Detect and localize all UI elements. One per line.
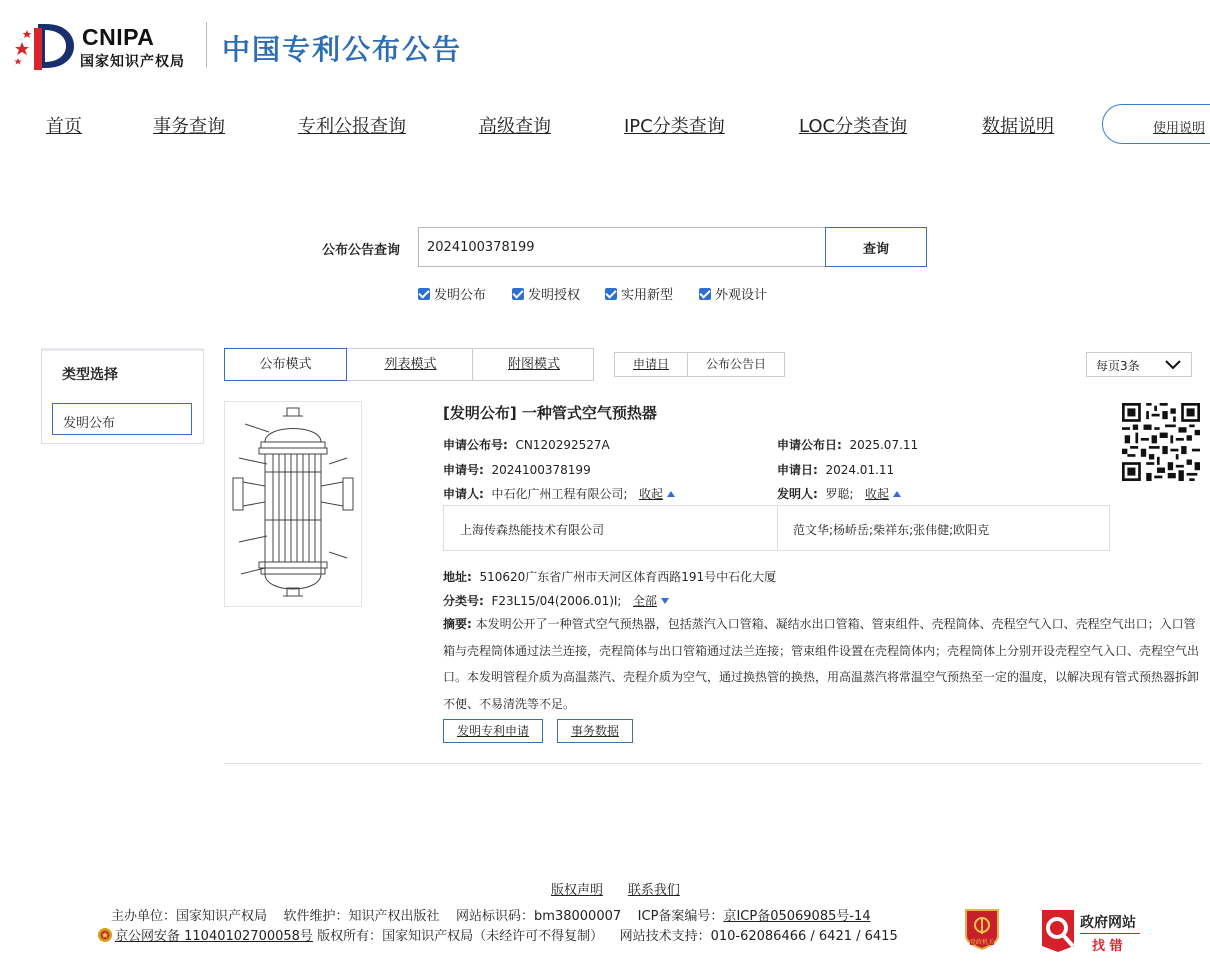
heat-exchanger-drawing-icon xyxy=(225,402,361,606)
nav-loc-query[interactable]: LOC分类查询 xyxy=(799,116,908,137)
type-selection-panel xyxy=(41,348,204,444)
expanded-names-box xyxy=(443,505,1110,551)
help-button[interactable] xyxy=(1102,104,1210,144)
party-emblem-icon xyxy=(962,908,1002,950)
address: 地址: 510620广东省广州市天河区体育西路191号中石化大厦 xyxy=(443,570,777,584)
applicant: 申请人: 中石化广州工程有限公司; 收起 xyxy=(443,485,675,502)
svg-text:党政机关: 党政机关 xyxy=(969,939,995,946)
invention-application-button[interactable]: 发明专利申请 xyxy=(443,719,543,743)
result-title[interactable]: [发明公布] 一种管式空气预热器 xyxy=(443,404,657,422)
magnifier-icon xyxy=(1040,906,1080,954)
gov-badge-line2: 找 错 xyxy=(1092,939,1123,954)
qr-code-icon xyxy=(1122,403,1200,481)
per-page-value: 每页3条 xyxy=(1096,359,1140,373)
nav-data-description[interactable]: 数据说明 xyxy=(982,116,1054,137)
checkbox-checked-icon[interactable] xyxy=(512,288,524,300)
chevron-down-icon xyxy=(1164,358,1182,372)
triangle-up-icon xyxy=(893,491,901,497)
nav-ipc-query[interactable]: IPC分类查询 xyxy=(624,116,725,137)
police-record-link[interactable]: 京公网安备 11040102700058号 xyxy=(115,929,313,944)
police-badge-icon xyxy=(97,927,113,943)
type-option-invention-publication[interactable]: 发明公布 xyxy=(52,403,192,435)
view-mode-tabs xyxy=(224,348,594,381)
nav-home[interactable]: 首页 xyxy=(46,116,82,137)
extra-applicants: 上海传森热能技术有限公司 xyxy=(460,523,605,537)
extra-inventors: 范文华;杨峤岳;柴祥东;张伟健;欧阳克 xyxy=(793,523,990,537)
application-date: 申请日: 2024.01.11 xyxy=(777,463,895,477)
filter-utility-model[interactable]: 实用新型 xyxy=(605,284,673,303)
sort-tabs xyxy=(614,352,785,377)
triangle-down-icon xyxy=(661,598,669,604)
tab-publish-mode[interactable]: 公布模式 xyxy=(224,348,347,381)
nav-affairs-query[interactable]: 事务查询 xyxy=(153,116,225,137)
classification-all-link[interactable]: 全部 xyxy=(632,594,657,608)
copyright-link[interactable]: 版权声明 xyxy=(551,883,604,898)
inventor-collapse-link[interactable]: 收起 xyxy=(864,487,889,501)
cnipa-emblem-icon xyxy=(12,20,78,72)
party-government-emblem[interactable] xyxy=(962,908,1002,950)
triangle-up-icon xyxy=(667,491,675,497)
footer-links xyxy=(551,879,680,898)
search-label: 公布公告查询 xyxy=(322,243,401,258)
tab-image-mode[interactable]: 附图模式 xyxy=(507,357,560,372)
footer-line-2: 京公网安备 11040102700058号 版权所有：国家知识产权局（未经许可不得复制） 网站技术支持：010-62086466 / 6421 / 6415 xyxy=(97,925,898,944)
patent-drawing-thumbnail[interactable] xyxy=(224,401,362,607)
nav-advanced-query[interactable]: 高级查询 xyxy=(479,116,551,137)
filter-design[interactable]: 外观设计 xyxy=(699,284,767,303)
help-button-label: 使用说明 xyxy=(1153,121,1206,136)
filter-invention-grant[interactable]: 发明授权 xyxy=(512,284,580,303)
type-panel-title: 类型选择 xyxy=(62,367,118,383)
logo-text: CNIPA xyxy=(82,24,155,50)
per-page-select[interactable] xyxy=(1086,352,1192,377)
result-divider xyxy=(224,763,1202,764)
checkbox-checked-icon[interactable] xyxy=(699,288,711,300)
publication-date: 申请公布日: 2025.07.11 xyxy=(777,438,919,452)
tab-list-mode[interactable]: 列表模式 xyxy=(349,349,473,380)
cnipa-logo[interactable] xyxy=(12,20,202,72)
sort-by-apply-date[interactable]: 申请日 xyxy=(615,353,688,376)
logo-subtitle: 国家知识产权局 xyxy=(80,54,185,70)
checkbox-checked-icon[interactable] xyxy=(418,288,430,300)
publication-number: 申请公布号: CN120292527A xyxy=(443,438,610,452)
search-button[interactable]: 查询 xyxy=(825,227,927,267)
application-number: 申请号: 2024100378199 xyxy=(443,463,591,477)
icp-link[interactable]: 京ICP备05069085号-14 xyxy=(723,909,871,924)
inventor: 发明人: 罗聪; 收起 xyxy=(777,485,901,502)
gov-site-error-report[interactable] xyxy=(1040,906,1150,954)
main-nav xyxy=(0,110,1210,140)
sort-by-publish-date[interactable]: 公布公告日 xyxy=(705,357,766,371)
abstract: 摘要: 本发明公开了一种管式空气预热器，包括蒸汽入口管箱、凝结水出口管箱、管束组件、壳程筒体、壳程空气入口、壳程空气出口；入口管箱与壳程筒体通过法兰连接，壳程筒体与出口管箱通过法兰连接；管束组件设置在壳程筒体内；壳程筒体上分别开设壳程空气入口、壳程空气出口。本发明管程介质为高温蒸汽、壳程介质为空气，通过换热管的换热，用高温蒸汽将常温空气预热至一定的温度，以解决现有管式预热器拆卸不便、不易清洗等不足。 xyxy=(443,617,1200,711)
header-divider xyxy=(206,22,207,68)
applicant-collapse-link[interactable]: 收起 xyxy=(638,487,663,501)
checkbox-checked-icon[interactable] xyxy=(605,288,617,300)
search-input[interactable] xyxy=(418,227,826,267)
gov-badge-rule xyxy=(1080,933,1140,934)
site-title: 中国专利公布公告 xyxy=(222,33,463,66)
expanded-box-divider xyxy=(777,506,778,550)
affairs-data-button[interactable]: 事务数据 xyxy=(557,719,633,743)
filter-invention-publication[interactable]: 发明公布 xyxy=(418,284,486,303)
classification: 分类号: F23L15/04(2006.01)I; 全部 xyxy=(443,592,669,609)
contact-link[interactable]: 联系我们 xyxy=(627,883,680,898)
nav-gazette-query[interactable]: 专利公报查询 xyxy=(298,116,406,137)
gov-badge-line1: 政府网站 xyxy=(1080,915,1136,931)
footer-line-1: 主办单位：国家知识产权局 软件维护：知识产权出版社 网站标识码：bm38000007 ICP备案编号：京ICP备05069085号-14 xyxy=(111,909,871,924)
